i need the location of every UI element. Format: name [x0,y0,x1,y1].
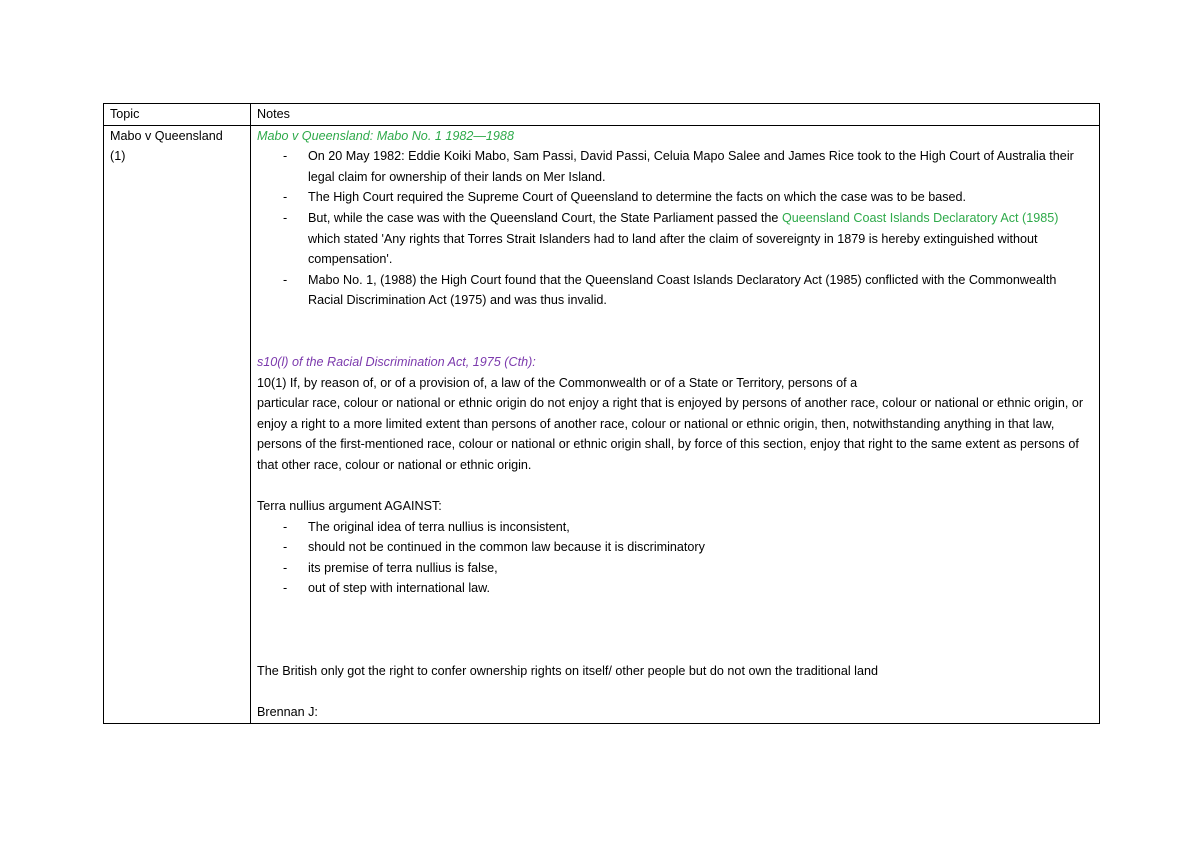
mabo1-bullet-1: - On 20 May 1982: Eddie Koiki Mabo, Sam Passi, David Passi, Celuia Mapo Salee and James Rice took to the High Court of Australia their legal claim for ownership of their lands on Mer Island. [308,146,1099,187]
spacer [257,640,1099,661]
terra-nullius-bullet-list [257,517,1099,599]
table-header-row [104,104,1100,126]
topic-cell [104,125,251,723]
spacer [257,620,1099,641]
s10-heading: s10(l) of the Racial Discrimination Act, 1975 (Cth): [257,354,536,369]
bullet3-text-before: But, while the case was with the Queensland Court, the State Parliament passed the [308,210,782,225]
terra-bullet-2: - should not be continued in the common law because it is discriminatory [308,537,1099,558]
declaratory-act-link[interactable]: Queensland Coast Islands Declaratory Act (1985) [781,210,1059,225]
topic-header: Topic [104,104,251,126]
mabo1-bullet-2: - The High Court required the Supreme Court of Queensland to determine the facts on which the case was to be based. [308,187,1099,208]
brennan-note: Brennan J: [257,705,318,720]
terra-bullet-3: - its premise of terra nullius is false, [308,558,1099,579]
spacer [257,311,1099,352]
spacer [257,476,1099,497]
mabo1-bullet-3 [308,208,1099,270]
s10-line-1: 10(1) If, by reason of, or of a provision of, a law of the Commonwealth or of a State or Territory, persons of a [257,375,858,390]
spacer [257,681,1099,702]
notes-header: Notes [251,104,1100,126]
table-row [104,125,1100,723]
bullet3-text-after: which stated 'Any rights that Torres Strait Islanders had to land after the claim of sovereignty in 1879 is hereby extinguished without compensation'. [308,231,1038,267]
notes-table [103,103,1100,724]
mabo1-bullet-list [257,146,1099,311]
mabo1-bullet-4: - Mabo No. 1, (1988) the High Court found that the Queensland Coast Islands Declaratory Act (1985) conflicted with the Commonwealth Racial Discrimination Act (1975) and was thus invalid. [308,270,1099,311]
topic-line-2: (1) [110,149,126,164]
british-note: The British only got the right to confer ownership rights on itself/ other people but do not own the traditional land [257,663,878,678]
notes-cell [251,125,1100,723]
terra-nullius-heading: Terra nullius argument AGAINST: [257,499,442,514]
topic-line-1: Mabo v Queensland [110,128,223,143]
terra-bullet-4: - out of step with international law. [308,578,1099,599]
spacer [257,599,1099,620]
s10-body: particular race, colour or national or ethnic origin do not enjoy a right that is enjoyed by persons of another race, colour or national or ethnic origin, or enjoy a right to a more limited extent than persons of another race, colour or national or ethnic origin, then, notwithstanding anything in that law, persons of the first-mentioned race, colour or national or ethnic origin shall, by force of this section, enjoy that right to the same extent as persons of that other race, colour or national or ethnic origin. [257,396,1084,472]
mabo1-heading: Mabo v Queensland: Mabo No. 1 1982—1988 [257,128,514,143]
terra-bullet-1: - The original idea of terra nullius is inconsistent, [308,517,1099,538]
